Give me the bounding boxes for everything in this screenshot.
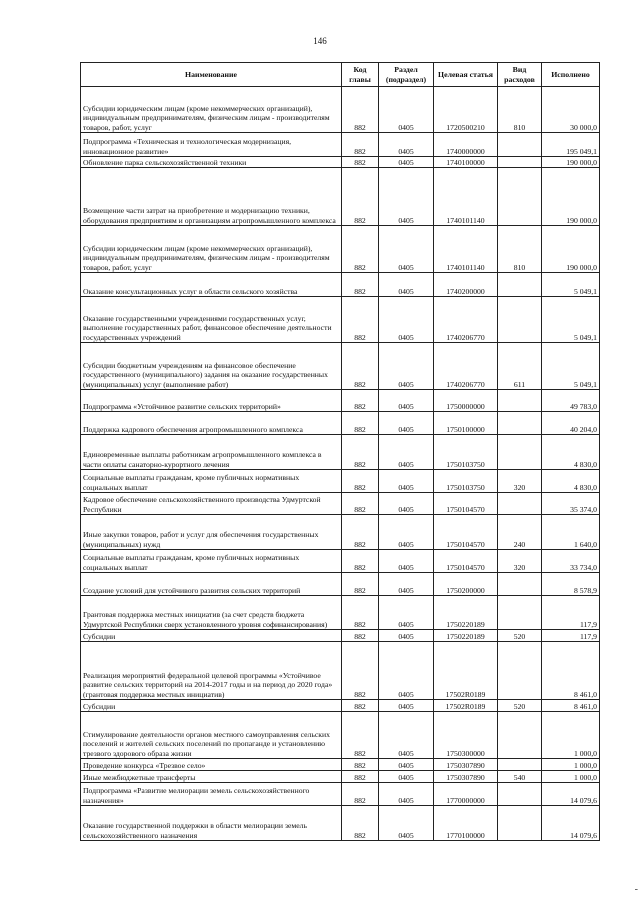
row-chapter-cell: 882 xyxy=(342,712,379,759)
row-chapter-cell: 882 xyxy=(342,168,379,226)
row-target-cell: 1770000000 xyxy=(434,783,498,806)
row-executed-cell: 49 783,0 xyxy=(542,390,600,412)
row-target-cell: 1750104570 xyxy=(434,493,498,515)
table-row xyxy=(81,806,600,841)
row-chapter-cell: 882 xyxy=(342,771,379,783)
row-section-cell: 0405 xyxy=(379,759,434,771)
row-expense-type-cell: 611 xyxy=(498,343,542,390)
row-name-cell: Иные закупки товаров, работ и услуг для обеспечения государственных (муниципальных) нужд xyxy=(81,515,342,550)
row-target-cell: 1750307890 xyxy=(434,771,498,783)
row-executed-cell: 4 830,0 xyxy=(542,435,600,470)
row-target-cell: 1740101140 xyxy=(434,168,498,226)
row-expense-type-cell xyxy=(498,783,542,806)
row-expense-type-cell xyxy=(498,573,542,596)
row-expense-type-cell: 810 xyxy=(498,226,542,273)
row-chapter-cell: 882 xyxy=(342,470,379,493)
row-expense-type-cell: 320 xyxy=(498,550,542,573)
row-executed-cell: 5 049,1 xyxy=(542,297,600,343)
row-name-cell: Социальные выплаты гражданам, кроме публичных нормативных социальных выплат xyxy=(81,470,342,493)
row-chapter-cell: 882 xyxy=(342,630,379,642)
row-target-cell: 1750000000 xyxy=(434,390,498,412)
row-executed-cell: 8 461,0 xyxy=(542,700,600,712)
row-name-cell: Субсидии юридическим лицам (кроме некоммерческих организаций), индивидуальным предпринимателям, физическим лицам - производителям товаров, работ, услуг xyxy=(81,87,342,133)
row-expense-type-cell xyxy=(498,273,542,297)
row-section-cell: 0405 xyxy=(379,806,434,841)
row-expense-type-cell xyxy=(498,390,542,412)
row-executed-cell: 190 000,0 xyxy=(542,226,600,273)
row-name-cell: Оказание государственной поддержки в области мелиорации земель сельскохозяйственного назначения xyxy=(81,806,342,841)
row-executed-cell: 5 049,1 xyxy=(542,273,600,297)
table-row xyxy=(81,157,600,168)
row-section-cell: 0405 xyxy=(379,596,434,630)
row-expense-type-cell xyxy=(498,712,542,759)
header-executed: Исполнено xyxy=(542,63,600,87)
row-name-cell: Субсидии xyxy=(81,630,342,642)
table-row xyxy=(81,297,600,343)
row-section-cell: 0405 xyxy=(379,771,434,783)
row-name-cell: Оказание государственными учреждениями государственных услуг, выполнение государственных работ, финансовое обеспечение деятельности государственных учреждений xyxy=(81,297,342,343)
row-section-cell: 0405 xyxy=(379,87,434,133)
row-expense-type-cell xyxy=(498,806,542,841)
row-section-cell: 0405 xyxy=(379,168,434,226)
table-row xyxy=(81,435,600,470)
row-target-cell: 17502R0189 xyxy=(434,642,498,700)
row-expense-type-cell xyxy=(498,435,542,470)
row-section-cell: 0405 xyxy=(379,273,434,297)
row-executed-cell: 14 079,6 xyxy=(542,806,600,841)
row-executed-cell: 117,9 xyxy=(542,630,600,642)
table-row xyxy=(81,596,600,630)
table-row xyxy=(81,168,600,226)
row-name-cell: Единовременные выплаты работникам агропромышленного комплекса в части оплаты санаторно-курортного лечения xyxy=(81,435,342,470)
row-name-cell: Подпрограмма «Развитие мелиорации земель сельскохозяйственного назначения» xyxy=(81,783,342,806)
row-section-cell: 0405 xyxy=(379,700,434,712)
row-name-cell: Возмещение части затрат на приобретение и модернизацию техники, оборудования предприятиям и организациям агропромышленного комплекса xyxy=(81,168,342,226)
row-expense-type-cell: 320 xyxy=(498,470,542,493)
row-section-cell: 0405 xyxy=(379,297,434,343)
row-section-cell: 0405 xyxy=(379,226,434,273)
row-target-cell: 1750100000 xyxy=(434,412,498,435)
table-header-row xyxy=(81,63,600,87)
row-executed-cell: 33 734,0 xyxy=(542,550,600,573)
row-chapter-cell: 882 xyxy=(342,700,379,712)
row-executed-cell: 8 578,9 xyxy=(542,573,600,596)
row-chapter-cell: 882 xyxy=(342,573,379,596)
row-expense-type-cell: 240 xyxy=(498,515,542,550)
table-row xyxy=(81,412,600,435)
row-section-cell: 0405 xyxy=(379,133,434,157)
row-name-cell: Субсидии юридическим лицам (кроме некоммерческих организаций), индивидуальным предпринимателям, физическим лицам - производителям товаров, работ, услуг xyxy=(81,226,342,273)
page-edge-mark: - xyxy=(634,884,638,895)
table-row xyxy=(81,642,600,700)
row-chapter-cell: 882 xyxy=(342,493,379,515)
table-row xyxy=(81,550,600,573)
table-row xyxy=(81,759,600,771)
row-name-cell: Создание условий для устойчивого развития сельских территорий xyxy=(81,573,342,596)
row-executed-cell: 195 049,1 xyxy=(542,133,600,157)
row-name-cell: Подпрограмма «Устойчивое развитие сельских территорий» xyxy=(81,390,342,412)
header-chapter-code: Код главы xyxy=(342,63,379,87)
row-name-cell: Оказание консультационных услуг в области сельского хозяйства xyxy=(81,273,342,297)
row-section-cell: 0405 xyxy=(379,630,434,642)
row-chapter-cell: 882 xyxy=(342,273,379,297)
row-chapter-cell: 882 xyxy=(342,596,379,630)
row-chapter-cell: 882 xyxy=(342,412,379,435)
table-row xyxy=(81,493,600,515)
row-expense-type-cell xyxy=(498,596,542,630)
row-chapter-cell: 882 xyxy=(342,87,379,133)
row-chapter-cell: 882 xyxy=(342,343,379,390)
row-expense-type-cell xyxy=(498,157,542,168)
page-number: 146 xyxy=(313,36,327,46)
row-section-cell: 0405 xyxy=(379,390,434,412)
row-executed-cell: 1 000,0 xyxy=(542,759,600,771)
row-target-cell: 1750220189 xyxy=(434,630,498,642)
budget-table xyxy=(80,62,600,841)
row-target-cell: 1750307890 xyxy=(434,759,498,771)
row-name-cell: Проведение конкурса «Трезвое село» xyxy=(81,759,342,771)
row-chapter-cell: 882 xyxy=(342,783,379,806)
row-executed-cell: 1 640,0 xyxy=(542,515,600,550)
table-row xyxy=(81,133,600,157)
row-target-cell: 1770100000 xyxy=(434,806,498,841)
row-name-cell: Иные межбюджетные трансферты xyxy=(81,771,342,783)
row-chapter-cell: 882 xyxy=(342,806,379,841)
header-expense-type: Вид расходов xyxy=(498,63,542,87)
row-expense-type-cell xyxy=(498,412,542,435)
header-name: Наименование xyxy=(81,63,342,87)
row-name-cell: Стимулирование деятельности органов местного самоуправления сельских поселений и жителей сельских поселений по пропаганде и установлению трезвого здорового образа жизни xyxy=(81,712,342,759)
table-row xyxy=(81,700,600,712)
header-section: Раздел (подраздел) xyxy=(379,63,434,87)
row-target-cell: 1750103750 xyxy=(434,435,498,470)
row-expense-type-cell xyxy=(498,133,542,157)
row-chapter-cell: 882 xyxy=(342,759,379,771)
row-executed-cell: 117,9 xyxy=(542,596,600,630)
row-expense-type-cell: 520 xyxy=(498,630,542,642)
row-target-cell: 1750103750 xyxy=(434,470,498,493)
row-executed-cell: 5 049,1 xyxy=(542,343,600,390)
row-name-cell: Субсидии xyxy=(81,700,342,712)
row-section-cell: 0405 xyxy=(379,343,434,390)
row-section-cell: 0405 xyxy=(379,157,434,168)
row-executed-cell: 4 830,0 xyxy=(542,470,600,493)
row-executed-cell: 190 000,0 xyxy=(542,157,600,168)
row-section-cell: 0405 xyxy=(379,470,434,493)
table-row xyxy=(81,630,600,642)
row-target-cell: 1740200000 xyxy=(434,273,498,297)
header-target-article: Целевая статья xyxy=(434,63,498,87)
row-expense-type-cell: 540 xyxy=(498,771,542,783)
row-name-cell: Обновление парка сельскохозяйственной техники xyxy=(81,157,342,168)
row-executed-cell: 14 079,6 xyxy=(542,783,600,806)
row-expense-type-cell xyxy=(498,493,542,515)
row-chapter-cell: 882 xyxy=(342,226,379,273)
row-target-cell: 1740101140 xyxy=(434,226,498,273)
row-target-cell: 17502R0189 xyxy=(434,700,498,712)
row-target-cell: 1750200000 xyxy=(434,573,498,596)
table-row xyxy=(81,226,600,273)
row-section-cell: 0405 xyxy=(379,412,434,435)
row-name-cell: Поддержка кадрового обеспечения агропромышленного комплекса xyxy=(81,412,342,435)
row-target-cell: 1740206770 xyxy=(434,343,498,390)
row-chapter-cell: 882 xyxy=(342,515,379,550)
table-row xyxy=(81,390,600,412)
row-chapter-cell: 882 xyxy=(342,550,379,573)
row-expense-type-cell xyxy=(498,759,542,771)
row-name-cell: Грантовая поддержка местных инициатив (за счет средств бюджета Удмуртской Республики сверх установленного уровня софинансирования) xyxy=(81,596,342,630)
table-row xyxy=(81,87,600,133)
row-section-cell: 0405 xyxy=(379,712,434,759)
table-row xyxy=(81,712,600,759)
row-target-cell: 1720500210 xyxy=(434,87,498,133)
row-chapter-cell: 882 xyxy=(342,390,379,412)
row-executed-cell: 190 000,0 xyxy=(542,168,600,226)
row-name-cell: Социальные выплаты гражданам, кроме публичных нормативных социальных выплат xyxy=(81,550,342,573)
row-chapter-cell: 882 xyxy=(342,133,379,157)
row-section-cell: 0405 xyxy=(379,435,434,470)
row-chapter-cell: 882 xyxy=(342,642,379,700)
row-name-cell: Субсидии бюджетным учреждениям на финансовое обеспечение государственного (муниципального) задания на оказание государственных (муниципальных) услуг (выполнение работ) xyxy=(81,343,342,390)
row-section-cell: 0405 xyxy=(379,642,434,700)
row-target-cell: 1740206770 xyxy=(434,297,498,343)
table-row xyxy=(81,515,600,550)
row-section-cell: 0405 xyxy=(379,493,434,515)
row-name-cell: Подпрограмма «Техническая и технологическая модернизация, инновационное развитие» xyxy=(81,133,342,157)
row-chapter-cell: 882 xyxy=(342,297,379,343)
row-expense-type-cell: 810 xyxy=(498,87,542,133)
row-target-cell: 1750104570 xyxy=(434,515,498,550)
row-executed-cell: 30 000,0 xyxy=(542,87,600,133)
row-expense-type-cell xyxy=(498,297,542,343)
row-name-cell: Кадровое обеспечение сельскохозяйственного производства Удмуртской Республики xyxy=(81,493,342,515)
row-name-cell: Реализация мероприятий федеральной целевой программы «Устойчивое развитие сельских территорий на 2014-2017 годы и на период до 2020 года» (грантовая поддержка местных инициатив) xyxy=(81,642,342,700)
row-target-cell: 1740000000 xyxy=(434,133,498,157)
row-target-cell: 1750220189 xyxy=(434,596,498,630)
row-expense-type-cell xyxy=(498,168,542,226)
row-section-cell: 0405 xyxy=(379,783,434,806)
table-row xyxy=(81,273,600,297)
table-row xyxy=(81,573,600,596)
table-row xyxy=(81,470,600,493)
table-row xyxy=(81,343,600,390)
row-chapter-cell: 882 xyxy=(342,157,379,168)
row-executed-cell: 8 461,0 xyxy=(542,642,600,700)
row-executed-cell: 40 204,0 xyxy=(542,412,600,435)
row-target-cell: 1740100000 xyxy=(434,157,498,168)
row-section-cell: 0405 xyxy=(379,515,434,550)
table-row xyxy=(81,783,600,806)
row-section-cell: 0405 xyxy=(379,573,434,596)
row-chapter-cell: 882 xyxy=(342,435,379,470)
table-row xyxy=(81,771,600,783)
row-executed-cell: 1 000,0 xyxy=(542,771,600,783)
row-executed-cell: 35 374,0 xyxy=(542,493,600,515)
row-target-cell: 1750104570 xyxy=(434,550,498,573)
row-expense-type-cell: 520 xyxy=(498,700,542,712)
row-section-cell: 0405 xyxy=(379,550,434,573)
row-target-cell: 1750300000 xyxy=(434,712,498,759)
row-executed-cell: 1 000,0 xyxy=(542,712,600,759)
row-expense-type-cell xyxy=(498,642,542,700)
